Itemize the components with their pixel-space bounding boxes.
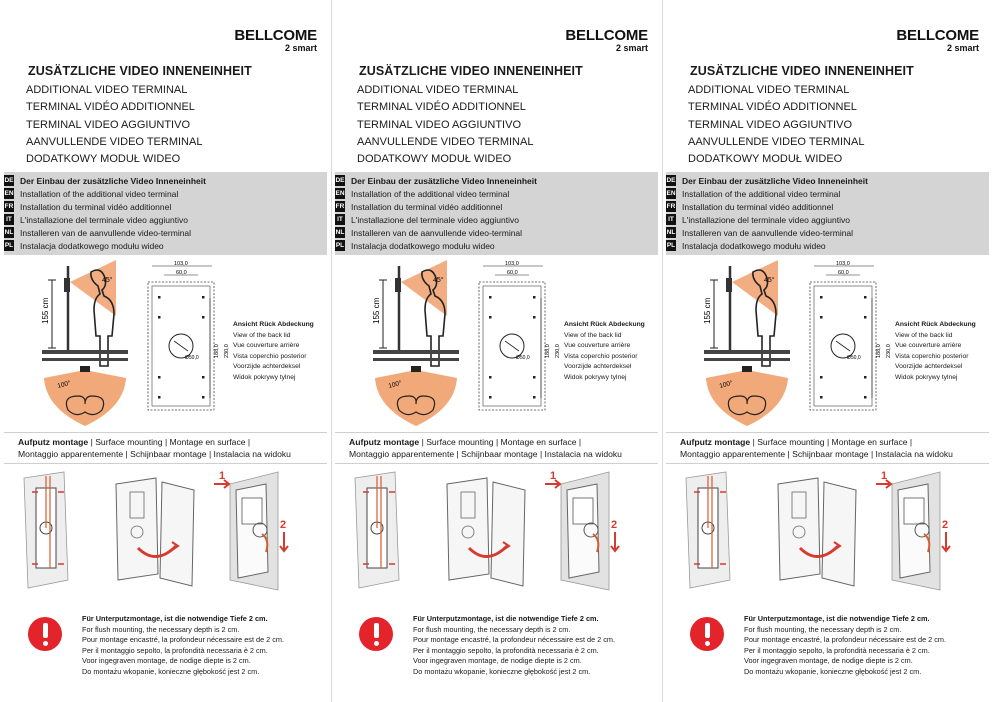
section-divider [335, 463, 658, 464]
lang-text: Der Einbau der zusätzliche Video Inneneinheit [351, 176, 537, 186]
mounting-heading [349, 436, 622, 461]
warning-line: Pour montage encastré, la profondeur nécessaire est de 2 cm. [413, 635, 615, 645]
warning-line: Do montażu wkopanie, konieczne głębokość jest 2 cm. [744, 666, 922, 676]
dim-height: 188,0 [545, 344, 551, 358]
subtitle-en: ADDITIONAL VIDEO TERMINAL [357, 84, 519, 96]
lang-code: NL [335, 229, 345, 236]
language-row-nl [335, 227, 522, 239]
unit-mount-illustration [876, 470, 950, 590]
language-row-nl [4, 227, 191, 239]
caption-line: Vue couverture arrière [895, 342, 962, 350]
mounting-steps-illustration [678, 468, 978, 593]
back-lid-drawing [148, 261, 230, 410]
language-row-fr [335, 201, 502, 213]
lang-code: PL [335, 242, 345, 249]
person-side-view [703, 260, 790, 366]
unit-mount-illustration [545, 470, 619, 590]
language-row-pl [666, 240, 826, 252]
angle-bottom-label: 100° [718, 379, 734, 390]
caption-line: Voorzijde achterdeksel [233, 363, 301, 371]
brand-name: BELLCOME [234, 27, 317, 44]
lang-text: Instalacja dodatkowego modułu wideo [682, 241, 826, 251]
mounting-heading [680, 436, 953, 461]
warning-line: Do montażu wkopanie, konieczne głębokość jest 2 cm. [82, 666, 260, 676]
lang-code: NL [666, 229, 676, 236]
height-label: 155 cm [372, 297, 381, 324]
lang-text: Installation of the additional video terminal [682, 189, 841, 199]
caption-line: View of the back lid [895, 331, 953, 339]
lang-text: Installation of the additional video terminal [20, 189, 179, 199]
warning-line: Per il montaggio sepolto, la profondità necessaria è 2 cm. [744, 645, 930, 655]
mounting-line2: Montaggio apparentemente | Schijnbaar montage | Instalacia na widoku [680, 449, 953, 460]
language-row-pl [4, 240, 164, 252]
mounting-line1: | Surface mounting | Montage en surface | [750, 437, 913, 447]
subtitle-fr: TERMINAL VIDÉO ADDITIONNEL [688, 101, 857, 114]
lang-code: EN [335, 190, 345, 197]
wall-plate-illustration [355, 472, 399, 588]
language-row-pl [335, 240, 495, 252]
mounting-label: Aufputz montage [680, 437, 751, 447]
instruction-panel-3 [662, 0, 992, 702]
language-row-it [666, 214, 850, 226]
warning-line: Pour montage encastré, la profondeur nécessaire est de 2 cm. [82, 635, 284, 645]
warning-icon [690, 617, 724, 651]
lang-text: Installation du terminal vidéo additionnel [351, 202, 503, 212]
subtitle-nl: AANVULLENDE VIDEO TERMINAL [688, 135, 865, 148]
dim-width: 103,0 [174, 261, 188, 267]
lang-code: DE [335, 177, 345, 184]
language-row-en [335, 188, 509, 200]
dim-width: 103,0 [505, 261, 519, 267]
dim-circle: Ø50,0 [516, 355, 530, 361]
language-row-en [4, 188, 178, 200]
caption-line: Voorzijde achterdeksel [564, 363, 632, 371]
lang-code: IT [4, 214, 14, 225]
dim-height: 188,0 [876, 344, 882, 358]
subtitle-pl: DODATKOWY MODUŁ WIDEO [357, 153, 512, 166]
brand-name: BELLCOME [565, 27, 648, 44]
height-label: 155 cm [41, 297, 50, 324]
warning-line: Do montażu wkopanie, konieczne głębokość jest 2 cm. [413, 666, 591, 676]
caption-title: Ansicht Rück Abdeckung [895, 321, 976, 328]
dim-height: 188,0 [214, 344, 220, 358]
angle-bottom-label: 100° [56, 379, 72, 390]
mounting-steps-illustration [16, 468, 316, 593]
warning-title: Für Unterputzmontage, ist die notwendige Tiefe 2 cm. [82, 614, 268, 623]
warning-icon [28, 617, 62, 651]
subtitle-nl: AANVULLENDE VIDEO TERMINAL [357, 135, 534, 148]
instruction-panel-1 [0, 0, 331, 702]
dim-outer-height: 230,0 [224, 344, 230, 358]
caption-title: Ansicht Rück Abdeckung [564, 321, 645, 328]
brand-tagline: 2 smart [615, 43, 648, 53]
warning-text [413, 614, 615, 678]
person-side-view [41, 260, 128, 366]
step-2-label: 2 [280, 519, 287, 531]
caption-line: View of the back lid [233, 331, 291, 339]
back-lid-caption [895, 320, 976, 384]
section-divider [666, 463, 989, 464]
lang-text: Der Einbau der zusätzliche Video Inneneinheit [682, 176, 868, 186]
warning-line: For flush mounting, the necessary depth is 2 cm. [82, 624, 240, 634]
lang-code: FR [4, 203, 14, 210]
brand-logo [565, 28, 648, 53]
dim-outer-height: 230,0 [886, 344, 892, 358]
step-2-label: 2 [942, 519, 949, 531]
dim-width: 103,0 [836, 261, 850, 267]
warning-text [744, 614, 946, 678]
back-lid-drawing [810, 261, 892, 410]
angle-top-label: 45° [764, 277, 775, 284]
lang-text: Installation of the additional video terminal [351, 189, 510, 199]
warning-line: Voor ingegraven montage, de nodige diepte is 2 cm. [413, 656, 582, 666]
lang-code: FR [335, 203, 345, 210]
warning-line: Voor ingegraven montage, de nodige diepte is 2 cm. [744, 656, 913, 666]
brand-logo [896, 28, 979, 53]
caption-line: Widok pokrywy tylnej [233, 373, 296, 381]
top-view-cone [44, 366, 126, 426]
person-side-view [372, 260, 459, 366]
caption-line: Voorzijde achterdeksel [895, 363, 963, 371]
language-row-nl [666, 227, 853, 239]
unit-mount-illustration [214, 470, 288, 590]
subtitle-list [26, 82, 202, 168]
caption-title: Ansicht Rück Abdeckung [233, 321, 314, 328]
brand-tagline: 2 smart [946, 43, 979, 53]
angle-top-label: 45° [433, 277, 444, 284]
section-divider [666, 432, 989, 433]
mounting-label: Aufputz montage [349, 437, 420, 447]
language-row-it [335, 214, 519, 226]
angle-bottom-label: 100° [387, 379, 403, 390]
lang-code: EN [666, 190, 676, 197]
mounting-line1: | Surface mounting | Montage en surface | [419, 437, 582, 447]
caption-line: Vue couverture arrière [233, 342, 300, 350]
lang-text: L'installazione del terminale video aggiuntivo [20, 215, 188, 225]
warning-line: Voor ingegraven montage, de nodige diepte is 2 cm. [82, 656, 251, 666]
lang-text: Installeren van de aanvullende video-terminal [682, 228, 854, 238]
warning-line: Pour montage encastré, la profondeur nécessaire est de 2 cm. [744, 635, 946, 645]
page-title: ZUSÄTZLICHE VIDEO INNENEINHEIT [690, 64, 914, 78]
wall-plate-illustration [686, 472, 730, 588]
subtitle-it: TERMINAL VIDEO AGGIUNTIVO [26, 118, 191, 131]
lang-code: FR [666, 203, 676, 210]
lang-code: PL [666, 242, 676, 249]
subtitle-list [357, 82, 533, 168]
lang-text: Installation du terminal vidéo additionnel [20, 202, 172, 212]
step-1-label: 1 [881, 470, 888, 482]
lang-text: Instalacja dodatkowego modułu wideo [351, 241, 495, 251]
subtitle-fr: TERMINAL VIDÉO ADDITIONNEL [26, 101, 195, 114]
subtitle-it: TERMINAL VIDEO AGGIUNTIVO [357, 118, 522, 131]
section-divider [4, 432, 327, 433]
warning-title: Für Unterputzmontage, ist die notwendige Tiefe 2 cm. [413, 614, 599, 623]
mounting-heading [18, 436, 291, 461]
step-1-label: 1 [550, 470, 557, 482]
language-row-fr [4, 201, 171, 213]
section-divider [335, 432, 658, 433]
subtitle-fr: TERMINAL VIDÉO ADDITIONNEL [357, 101, 526, 114]
caption-line: Vue couverture arrière [564, 342, 631, 350]
height-label: 155 cm [703, 297, 712, 324]
subtitle-nl: AANVULLENDE VIDEO TERMINAL [26, 135, 203, 148]
unit-open-illustration [778, 478, 856, 586]
caption-line: Widok pokrywy tylnej [564, 373, 627, 381]
page-title: ZUSÄTZLICHE VIDEO INNENEINHEIT [359, 64, 583, 78]
dim-inner: 60,0 [838, 270, 849, 276]
caption-line: Vista coperchio posterior [564, 352, 638, 360]
top-view-cone [706, 366, 788, 426]
lang-code: NL [4, 229, 14, 236]
language-row-en [666, 188, 840, 200]
back-lid-caption [233, 320, 314, 384]
brand-name: BELLCOME [896, 27, 979, 44]
warning-line: For flush mounting, the necessary depth is 2 cm. [413, 624, 571, 634]
mounting-label: Aufputz montage [18, 437, 89, 447]
lang-text: Der Einbau der zusätzliche Video Inneneinheit [20, 176, 206, 186]
unit-open-illustration [116, 478, 194, 586]
language-row-it [4, 214, 188, 226]
back-lid-caption [564, 320, 645, 384]
instruction-panel-2 [331, 0, 662, 702]
lang-code: PL [4, 242, 14, 249]
warning-line: For flush mounting, the necessary depth is 2 cm. [744, 624, 902, 634]
lang-text: L'installazione del terminale video aggiuntivo [682, 215, 850, 225]
back-lid-drawing [479, 261, 561, 410]
angle-top-label: 45° [102, 277, 113, 284]
lang-text: L'installazione del terminale video aggiuntivo [351, 215, 519, 225]
mounting-line2: Montaggio apparentemente | Schijnbaar montage | Instalacia na widoku [349, 449, 622, 460]
language-row-de [4, 175, 206, 187]
mounting-steps-illustration [347, 468, 647, 593]
subtitle-list [688, 82, 864, 168]
page-title: ZUSÄTZLICHE VIDEO INNENEINHEIT [28, 64, 252, 78]
dim-outer-height: 230,0 [555, 344, 561, 358]
lang-text: Instalacja dodatkowego modułu wideo [20, 241, 164, 251]
subtitle-pl: DODATKOWY MODUŁ WIDEO [26, 153, 181, 166]
wall-plate-illustration [24, 472, 68, 588]
warning-title: Für Unterputzmontage, ist die notwendige Tiefe 2 cm. [744, 614, 930, 623]
lang-code: DE [4, 177, 14, 184]
subtitle-it: TERMINAL VIDEO AGGIUNTIVO [688, 118, 853, 131]
mounting-line2: Montaggio apparentemente | Schijnbaar montage | Instalacia na widoku [18, 449, 291, 460]
caption-line: View of the back lid [564, 331, 622, 339]
lang-code: IT [666, 214, 676, 225]
top-view-cone [375, 366, 457, 426]
section-divider [4, 463, 327, 464]
language-row-de [666, 175, 868, 187]
language-row-fr [666, 201, 833, 213]
subtitle-en: ADDITIONAL VIDEO TERMINAL [26, 84, 188, 96]
mounting-line1: | Surface mounting | Montage en surface | [88, 437, 251, 447]
step-1-label: 1 [219, 470, 226, 482]
caption-line: Vista coperchio posterior [895, 352, 969, 360]
step-2-label: 2 [611, 519, 618, 531]
lang-text: Installeren van de aanvullende video-terminal [20, 228, 192, 238]
dim-inner: 60,0 [176, 270, 187, 276]
dim-circle: Ø50,0 [847, 355, 861, 361]
lang-code: DE [666, 177, 676, 184]
caption-line: Vista coperchio posterior [233, 352, 307, 360]
brand-logo [234, 28, 317, 53]
subtitle-pl: DODATKOWY MODUŁ WIDEO [688, 153, 843, 166]
lang-code: IT [335, 214, 345, 225]
warning-icon [359, 617, 393, 651]
lang-text: Installation du terminal vidéo additionnel [682, 202, 834, 212]
warning-line: Per il montaggio sepolto, la profondità necessaria è 2 cm. [413, 645, 599, 655]
caption-line: Widok pokrywy tylnej [895, 373, 958, 381]
language-row-de [335, 175, 537, 187]
lang-code: EN [4, 190, 14, 197]
dim-inner: 60,0 [507, 270, 518, 276]
lang-text: Installeren van de aanvullende video-terminal [351, 228, 523, 238]
brand-tagline: 2 smart [284, 43, 317, 53]
dim-circle: Ø50,0 [185, 355, 199, 361]
subtitle-en: ADDITIONAL VIDEO TERMINAL [688, 84, 850, 96]
warning-line: Per il montaggio sepolto, la profondità necessaria è 2 cm. [82, 645, 268, 655]
warning-text [82, 614, 284, 678]
unit-open-illustration [447, 478, 525, 586]
